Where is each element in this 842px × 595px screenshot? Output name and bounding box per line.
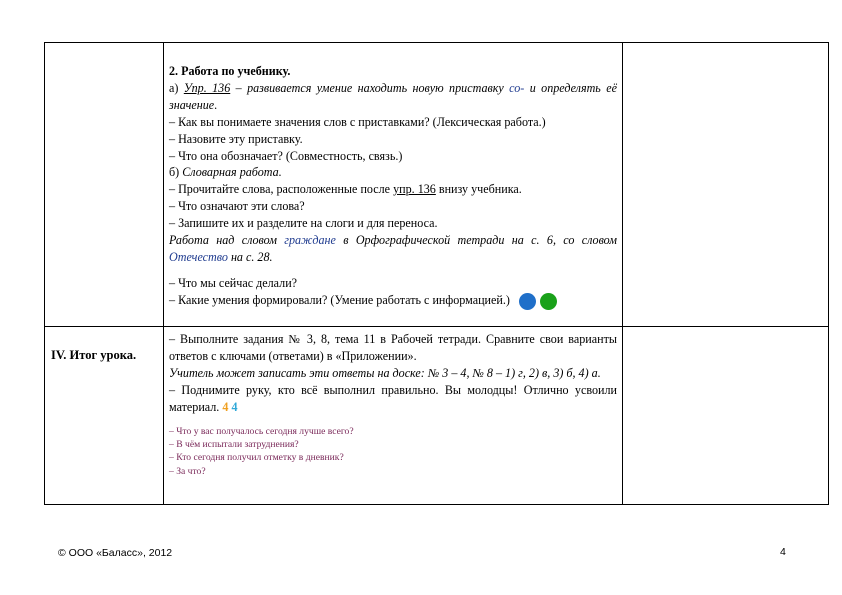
prefix-word: со- xyxy=(509,80,525,95)
question: – Назовите эту приставку. xyxy=(169,131,303,146)
question: – Какие умения формировали? (Умение работать с информацией.) xyxy=(169,292,617,310)
teacher-note: Учитель может записать эти ответы на доске: № 3 – 4, № 8 – 1) г, 2) в, 3) б, 4) а. xyxy=(169,365,601,380)
reflection-question: – В чём испытали затруднения? xyxy=(169,438,299,450)
blue-circle-icon xyxy=(519,293,536,310)
question: – Прочитайте слова, расположенные после упр. 136 внизу учебника. xyxy=(169,182,522,197)
task-paragraph: – Выполните задания № 3, 8, тема 11 в Рабочей тетради. Сравните свои варианты ответов с ключами (ответами) в «Приложении». xyxy=(169,332,617,363)
work-paragraph: Работа над словом граждане в Орфографической тетради на с. 6, со словом Отечество на с. 28. xyxy=(169,233,617,264)
praise-paragraph: – Поднимите руку, кто всё выполнил правильно. Вы молодцы! Отлично усвоили материал. 4 4 xyxy=(169,382,617,414)
question: – Что означают эти слова? xyxy=(169,199,305,214)
notes-cell xyxy=(623,43,829,327)
paragraph-b: б) Словарная работа. xyxy=(169,165,282,180)
marker-dots xyxy=(519,292,561,310)
reflection-question: – За что? xyxy=(169,465,206,477)
table-row xyxy=(45,327,829,505)
question: – Как вы понимаете значения слов с приставками? (Лексическая работа.) xyxy=(169,114,546,129)
grade-mark: 4 xyxy=(231,399,238,414)
question: – Запишите их и разделите на слоги и для переноса. xyxy=(169,216,438,231)
content-cell xyxy=(164,327,623,505)
question: – Что мы сейчас делали? xyxy=(169,275,298,290)
table-row xyxy=(45,43,829,327)
page-number: 4 xyxy=(780,546,786,558)
stage-cell xyxy=(45,43,164,327)
notes-cell xyxy=(623,327,829,505)
lesson-plan-table xyxy=(44,42,829,505)
footer-copyright: © ООО «Баласс», 2012 xyxy=(58,547,173,559)
vocab-word: Отечество xyxy=(169,249,228,264)
section-heading: 2. Работа по учебнику. xyxy=(169,64,291,78)
exercise-ref: упр. 136 xyxy=(393,182,436,197)
green-circle-icon xyxy=(540,293,557,310)
reflection-question: – Кто сегодня получил отметку в дневник? xyxy=(169,452,344,464)
stage-label: IV. Итог урока. xyxy=(51,348,137,362)
question: – Что она обозначает? (Совместность, связь.) xyxy=(169,148,403,163)
paragraph-a: а) Упр. 136 – развивается умение находить новую приставку со- и определять её значение. xyxy=(169,80,617,112)
content-cell xyxy=(164,43,623,327)
exercise-ref: Упр. 136 xyxy=(183,80,231,95)
stage-cell xyxy=(45,327,164,505)
vocab-word: граждане xyxy=(284,233,336,248)
grade-mark: 4 xyxy=(222,399,229,414)
reflection-question: – Что у вас получалось сегодня лучше всего? xyxy=(169,425,354,437)
